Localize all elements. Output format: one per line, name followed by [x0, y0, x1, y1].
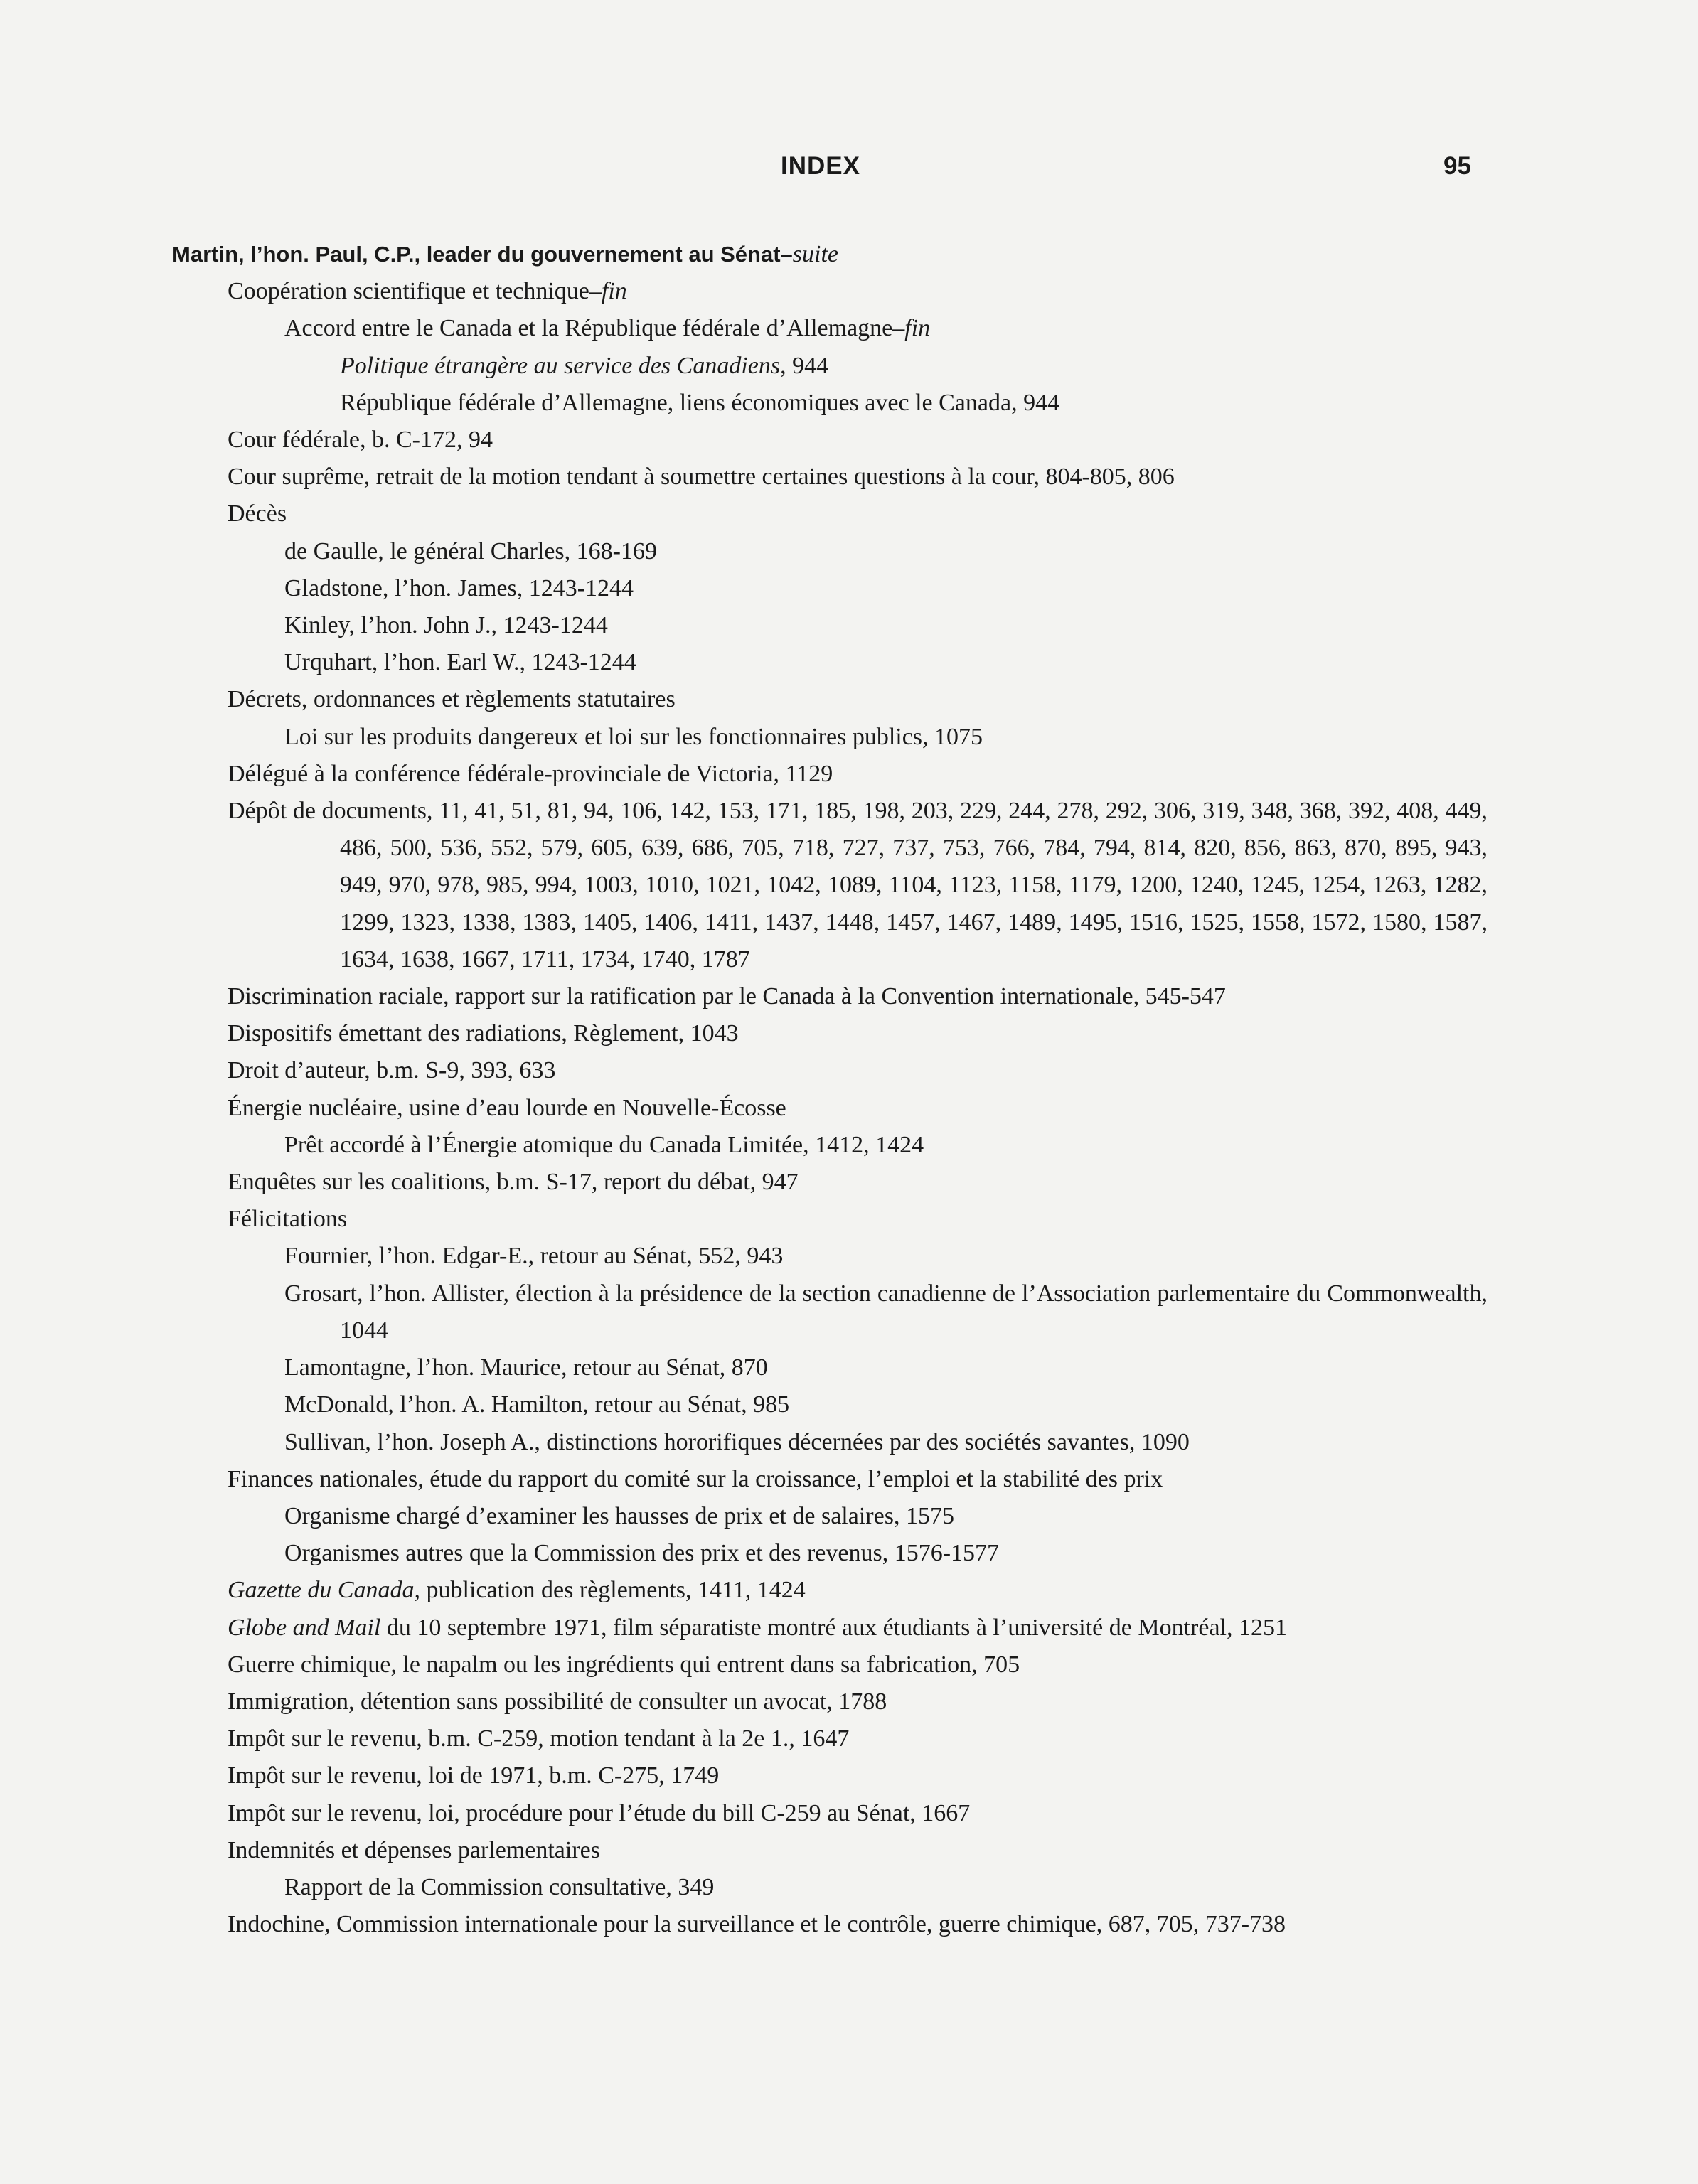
index-entry	[172, 459, 1488, 496]
entry-text: Décrets, ordonnances et règlements statutaires	[228, 686, 676, 713]
index-entry	[172, 1684, 1488, 1720]
entry-text: Sullivan, l’hon. Joseph A., distinctions hororifiques décernées par des sociétés savantes, 1090	[284, 1428, 1190, 1455]
index-entry	[172, 1127, 1488, 1164]
index-entry	[172, 1424, 1488, 1461]
entry-text: Immigration, détention sans possibilité de consulter un avocat, 1788	[228, 1688, 887, 1715]
entry-text: de Gaulle, le général Charles, 168-169	[284, 537, 657, 564]
index-entry	[172, 1015, 1488, 1052]
index-entry	[172, 496, 1488, 532]
index-entry	[172, 1201, 1488, 1238]
entry-text: Lamontagne, l’hon. Maurice, retour au Sénat, 870	[284, 1354, 768, 1381]
entry-text: Impôt sur le revenu, b.m. C-259, motion tendant à la 2e 1., 1647	[228, 1725, 850, 1752]
index-entry	[172, 756, 1488, 793]
entry-text: Décès	[228, 500, 287, 528]
entry-text: Coopération scientifique et technique–	[228, 278, 602, 305]
entry-text: Guerre chimique, le napalm ou les ingrédients qui entrent dans sa fabrication, 705	[228, 1651, 1020, 1678]
entry-text: McDonald, l’hon. A. Hamilton, retour au Sénat, 985	[284, 1391, 790, 1418]
index-entry	[172, 1164, 1488, 1201]
index-entry	[172, 978, 1488, 1015]
index-entry	[172, 793, 1488, 978]
index-entry	[172, 719, 1488, 756]
index-entry	[172, 422, 1488, 459]
entry-italic-title: Politique étrangère au service des Canadiens	[340, 352, 781, 379]
index-entry	[172, 1720, 1488, 1757]
entry-text: Urquhart, l’hon. Earl W., 1243-1244	[284, 649, 636, 676]
index-entry	[172, 1832, 1488, 1869]
entry-text: Impôt sur le revenu, loi, procédure pour l’étude du bill C-259 au Sénat, 1667	[228, 1799, 971, 1826]
entry-text: Accord entre le Canada et la République fédérale d’Allemagne–	[284, 315, 905, 342]
index-entry	[172, 236, 1488, 273]
entry-text: Fournier, l’hon. Edgar-E., retour au Sénat, 552, 943	[284, 1243, 784, 1270]
index-entry	[172, 1275, 1488, 1349]
entry-continuation-marker: fin	[601, 278, 627, 305]
entry-text: publication des règlements, 1411, 1424	[420, 1577, 806, 1604]
index-entry	[172, 1349, 1488, 1386]
entry-text: Organismes autres que la Commission des prix et des revenus, 1576-1577	[284, 1540, 1000, 1567]
index-entry	[172, 681, 1488, 718]
index-entry	[172, 1498, 1488, 1535]
index-entry	[172, 1906, 1488, 1943]
index-entry	[172, 1052, 1488, 1089]
entry-italic-title: Gazette du Canada,	[228, 1577, 421, 1604]
index-entry	[172, 273, 1488, 310]
entry-text: Droit d’auteur, b.m. S-9, 393, 633	[228, 1057, 556, 1084]
entry-text: Cour suprême, retrait de la motion tendant à soumettre certaines questions à la cour, 804-805, 806	[228, 464, 1175, 491]
entry-text: Martin, l’hon. Paul, C.P., leader du gouvernement au Sénat–	[172, 242, 793, 267]
entry-text: Dépôt de documents, 11, 41, 51, 81, 94, 106, 142, 153, 171, 185, 198, 203, 229, 244, 278, 292, 306, 319, 348, 368, 392, 408, 449, 486, 500, 536, 552, 579, 605, 639, 686, 705, 718, 727, 737, 753, 766, 784, 794, 814, 820, 856, 863, 870, 895, 943, 949, 970, 978, 985, 994, 1003, 1010, 1021, 1042, 1089, 1104, 1123, 1158, 1179, 1200, 1240, 1245, 1254, 1263, 1282, 1299, 1323, 1338, 1383, 1405, 1406, 1411, 1437, 1448, 1457, 1467, 1489, 1495, 1516, 1525, 1558, 1572, 1580, 1587, 1634, 1638, 1667, 1711, 1734, 1740, 1787	[228, 798, 1488, 973]
entry-text: Indochine, Commission internationale pour la surveillance et le contrôle, guerre chimique, 687, 705, 737-738	[228, 1911, 1286, 1938]
running-head: INDEX	[781, 152, 860, 180]
entry-continuation-marker: suite	[792, 241, 839, 267]
index-entry	[172, 1757, 1488, 1794]
entry-text: République fédérale d’Allemagne, liens économiques avec le Canada, 944	[340, 389, 1060, 416]
index-entry	[172, 348, 1488, 385]
entry-text: Rapport de la Commission consultative, 349	[284, 1873, 715, 1900]
index-entry	[172, 570, 1488, 607]
index-entry	[172, 1535, 1488, 1572]
entry-text: Organisme chargé d’examiner les hausses de prix et de salaires, 1575	[284, 1502, 954, 1529]
index-entry	[172, 1647, 1488, 1684]
entry-text: Grosart, l’hon. Allister, élection à la présidence de la section canadienne de l’Association parlementaire du Commonwealth, 1044	[284, 1280, 1488, 1344]
entry-text: Kinley, l’hon. John J., 1243-1244	[284, 612, 608, 639]
entry-text: Impôt sur le revenu, loi de 1971, b.m. C-275, 1749	[228, 1762, 720, 1789]
index-entry	[172, 533, 1488, 570]
index-entry	[172, 1238, 1488, 1275]
index-entry	[172, 310, 1488, 347]
index-entry	[172, 644, 1488, 681]
entry-continuation-marker: fin	[904, 315, 931, 342]
index-body	[172, 236, 1488, 1943]
entry-text: Enquêtes sur les coalitions, b.m. S-17, report du débat, 947	[228, 1169, 799, 1196]
index-entry	[172, 1795, 1488, 1832]
index-entry	[172, 1386, 1488, 1423]
entry-text: Prêt accordé à l’Énergie atomique du Canada Limitée, 1412, 1424	[284, 1131, 924, 1158]
index-entry	[172, 1610, 1488, 1647]
entry-text: Finances nationales, étude du rapport du comité sur la croissance, l’emploi et la stabilité des prix	[228, 1465, 1163, 1492]
entry-text: , 944	[780, 352, 829, 379]
index-entry	[172, 1461, 1488, 1498]
entry-text: Cour fédérale, b. C-172, 94	[228, 427, 493, 454]
index-entry	[172, 385, 1488, 422]
index-entry	[172, 607, 1488, 644]
entry-text: Dispositifs émettant des radiations, Règlement, 1043	[228, 1020, 739, 1047]
entry-text: Délégué à la conférence fédérale-provinciale de Victoria, 1129	[228, 760, 833, 787]
entry-text: Loi sur les produits dangereux et loi sur les fonctionnaires publics, 1075	[284, 723, 983, 750]
entry-text: Discrimination raciale, rapport sur la ratification par le Canada à la Convention internationale, 545-547	[228, 983, 1226, 1010]
page-header	[0, 152, 1698, 195]
entry-text: Gladstone, l’hon. James, 1243-1244	[284, 574, 634, 601]
entry-text: Indemnités et dépenses parlementaires	[228, 1836, 600, 1863]
entry-text: Félicitations	[228, 1206, 348, 1233]
entry-text: du 10 septembre 1971, film séparatiste montré aux étudiants à l’université de Montréal, 1251	[380, 1614, 1287, 1641]
index-entry	[172, 1090, 1488, 1127]
index-entry	[172, 1869, 1488, 1906]
index-entry	[172, 1572, 1488, 1609]
entry-italic-title: Globe and Mail	[228, 1614, 381, 1641]
entry-text: Énergie nucléaire, usine d’eau lourde en Nouvelle-Écosse	[228, 1094, 786, 1121]
page-number: 95	[1443, 152, 1471, 180]
